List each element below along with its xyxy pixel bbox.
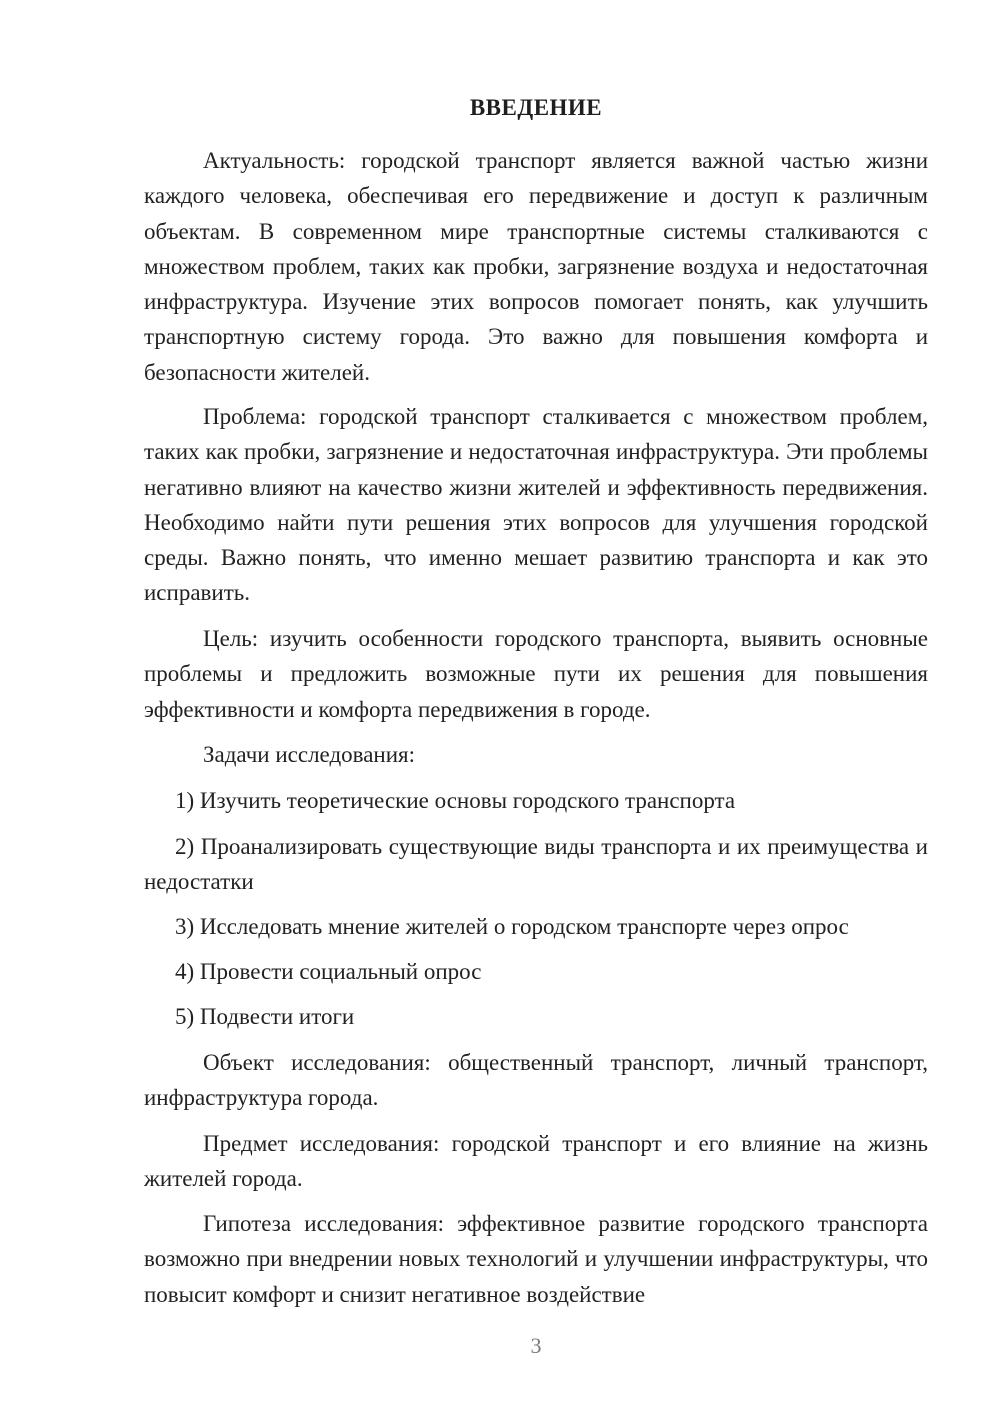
list-item: 3) Исследовать мнение жителей о городском транспорте через опрос [175, 914, 849, 939]
tasks-heading [144, 737, 928, 772]
paragraph-text: Цель: изучить особенности городского транспорта, выявить основные проблемы и предложить возможные пути их решения для повышения эффективности и комфорта передвижения в городе. [144, 626, 928, 722]
paragraph-text: Актуальность: городской транспорт является важной частью жизни каждого человека, обеспечивая его передвижение и доступ к различным объектам. В современном мире транспортные системы сталкиваются с множеством проблем, таких как пробки, загрязнение воздуха и недостаточная инфраструктура. Изучение этих вопросов помогает понять, как улучшить транспортную систему города. Это важно для повышения комфорта и безопасности жителей. [144, 148, 928, 385]
paragraph-text: Предмет исследования: городской транспорт и его влияние на жизнь жителей города. [144, 1131, 928, 1192]
task-item-2 [144, 829, 928, 900]
task-item-5 [144, 999, 928, 1034]
list-item: 2) Проанализировать существующие виды транспорта и их преимущества и недостатки [144, 834, 928, 895]
page-number: 3 [530, 1333, 542, 1358]
object-paragraph [144, 1045, 928, 1116]
subject-paragraph [144, 1126, 928, 1197]
task-item-3 [144, 909, 928, 944]
paragraph-text: Гипотеза исследования: эффективное развитие городского транспорта возможно при внедрении новых технологий и улучшении инфраструктуры, что повысит комфорт и снизит негативное воздействие [144, 1211, 928, 1307]
task-item-1 [144, 783, 928, 818]
goal-paragraph [144, 621, 928, 727]
task-item-4 [144, 954, 928, 989]
paragraph-text: Задачи исследования: [203, 742, 416, 767]
problem-paragraph [144, 399, 928, 611]
list-item: 1) Изучить теоретические основы городского транспорта [175, 788, 736, 813]
section-heading: ВВЕДЕНИЕ [469, 95, 603, 120]
list-item: 5) Подвести итоги [175, 1004, 355, 1029]
paragraph-text: Проблема: городской транспорт сталкивается с множеством проблем, таких как пробки, загрязнение и недостаточная инфраструктура. Эти проблемы негативно влияют на качество жизни жителей и эффективность передвижения. Необходимо найти пути решения этих вопросов для улучшения городской среды. Важно понять, что именно мешает развитию транспорта и как это исправить. [144, 404, 928, 606]
list-item: 4) Провести социальный опрос [175, 959, 482, 984]
relevance-paragraph [144, 143, 928, 390]
hypothesis-paragraph [144, 1206, 928, 1312]
paragraph-text: Объект исследования: общественный транспорт, личный транспорт, инфраструктура города. [144, 1050, 928, 1111]
